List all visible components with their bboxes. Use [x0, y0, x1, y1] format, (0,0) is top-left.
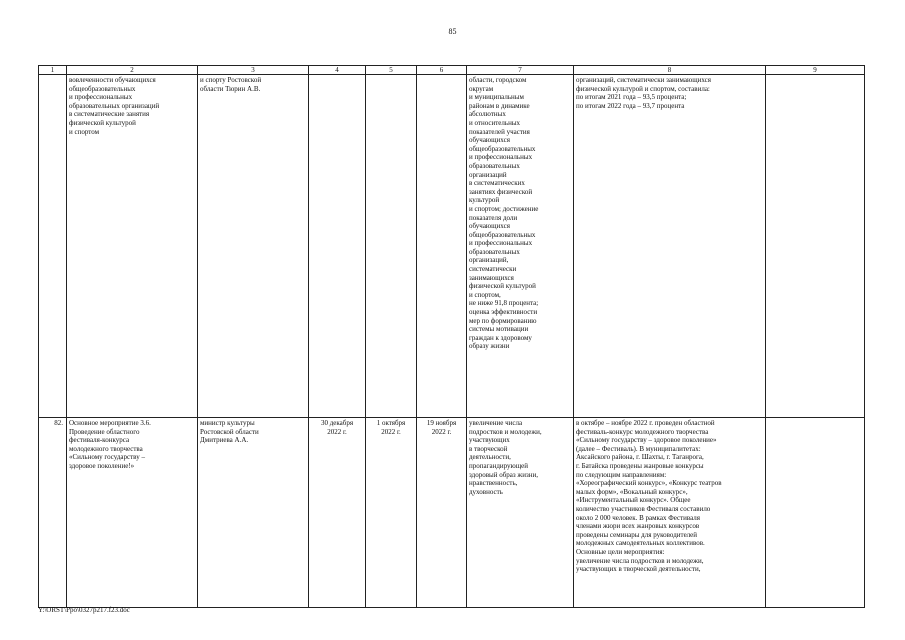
col-header-7: 7 — [467, 66, 574, 75]
table-row — [39, 418, 865, 608]
actual-result-cell: организаций, систематически занимающихся физической культурой и спортом, составила: по итогам 2021 года – 93,5 процента; по итогам 2022 года – 93,7 процента — [574, 75, 766, 418]
start-date-cell — [366, 75, 417, 418]
notes-cell — [766, 75, 865, 418]
col-header-2: 2 — [67, 66, 198, 75]
expected-result-cell: области, городском округам и муниципальным районам в динамике абсолютных и относительных показателей участия обучающихся общеобразовательных и профессиональных образовательных организаций в систематических занятиях физической культурой и спортом; достижение показателя доли обучающихся общеобразовательных и профессиональных образовательных организаций, систематически занимающихся физической культурой и спортом, не ниже 91,8 процента; оценка эффективности мер по формированию системы мотивации граждан к здоровому образу жизни — [467, 75, 574, 418]
col-header-4: 4 — [309, 66, 366, 75]
col-header-5: 5 — [366, 66, 417, 75]
col-header-3: 3 — [198, 66, 309, 75]
event-name-cell: вовлеченности обучающихся общеобразовательных и профессиональных образовательных организаций в систематические занятия физической культурой и спортом — [67, 75, 198, 418]
notes-cell — [766, 418, 865, 608]
col-header-1: 1 — [39, 66, 67, 75]
column-number-row — [39, 66, 865, 75]
table-row — [39, 75, 865, 418]
planned-date-cell: 30 декабря 2022 г. — [309, 418, 366, 608]
event-name-cell: Основное мероприятие 3.6. Проведение областного фестиваля-конкурса молодежного творчества «Сильному государству – здоровое поколение!» — [67, 418, 198, 608]
row-number — [39, 75, 67, 418]
page-number: 85 — [448, 27, 457, 36]
row-number: 82. — [39, 418, 67, 608]
responsible-cell: министр культуры Ростовской области Дмитриева А.А. — [198, 418, 309, 608]
planned-date-cell — [309, 75, 366, 418]
end-date-cell — [417, 75, 467, 418]
actual-result-cell: в октябре – ноябре 2022 г. проведен областной фестиваль-конкурс молодежного творчества «Сильному государству – здоровое поколение» (далее – Фестиваль). В муниципалитетах: Аксайского района, г. Шахты, г. Таганрога, г. Батайска проведены жанровые конкурсы по следующим направлениям: «Хореографический конкурс», «Конкурс театров малых форм», «Вокальный конкурс», «Инструментальный конкурс». Общее количество участников Фестиваля составило около 2 000 человек. В рамках Фестиваля членами жюри всех жанровых конкурсов проведены семинары для руководителей молодежных самодеятельных коллективов. Основные цели мероприятия: увеличение числа подростков и молодежи, участвующих в творческой деятельности, — [574, 418, 766, 608]
col-header-6: 6 — [417, 66, 467, 75]
start-date-cell: 1 октября 2022 г. — [366, 418, 417, 608]
col-header-9: 9 — [766, 66, 865, 75]
file-path-footer: Y:\ORST\Ppo\0327p217.f23.doc — [38, 606, 130, 614]
responsible-cell: и спорту Ростовской области Тюрин А.В. — [198, 75, 309, 418]
end-date-cell: 19 ноября 2022 г. — [417, 418, 467, 608]
report-table — [38, 65, 865, 608]
expected-result-cell: увеличение числа подростков и молодежи, участвующих в творческой деятельности, пропагандирующей здоровый образ жизни, нравственность, духовность — [467, 418, 574, 608]
col-header-8: 8 — [574, 66, 766, 75]
